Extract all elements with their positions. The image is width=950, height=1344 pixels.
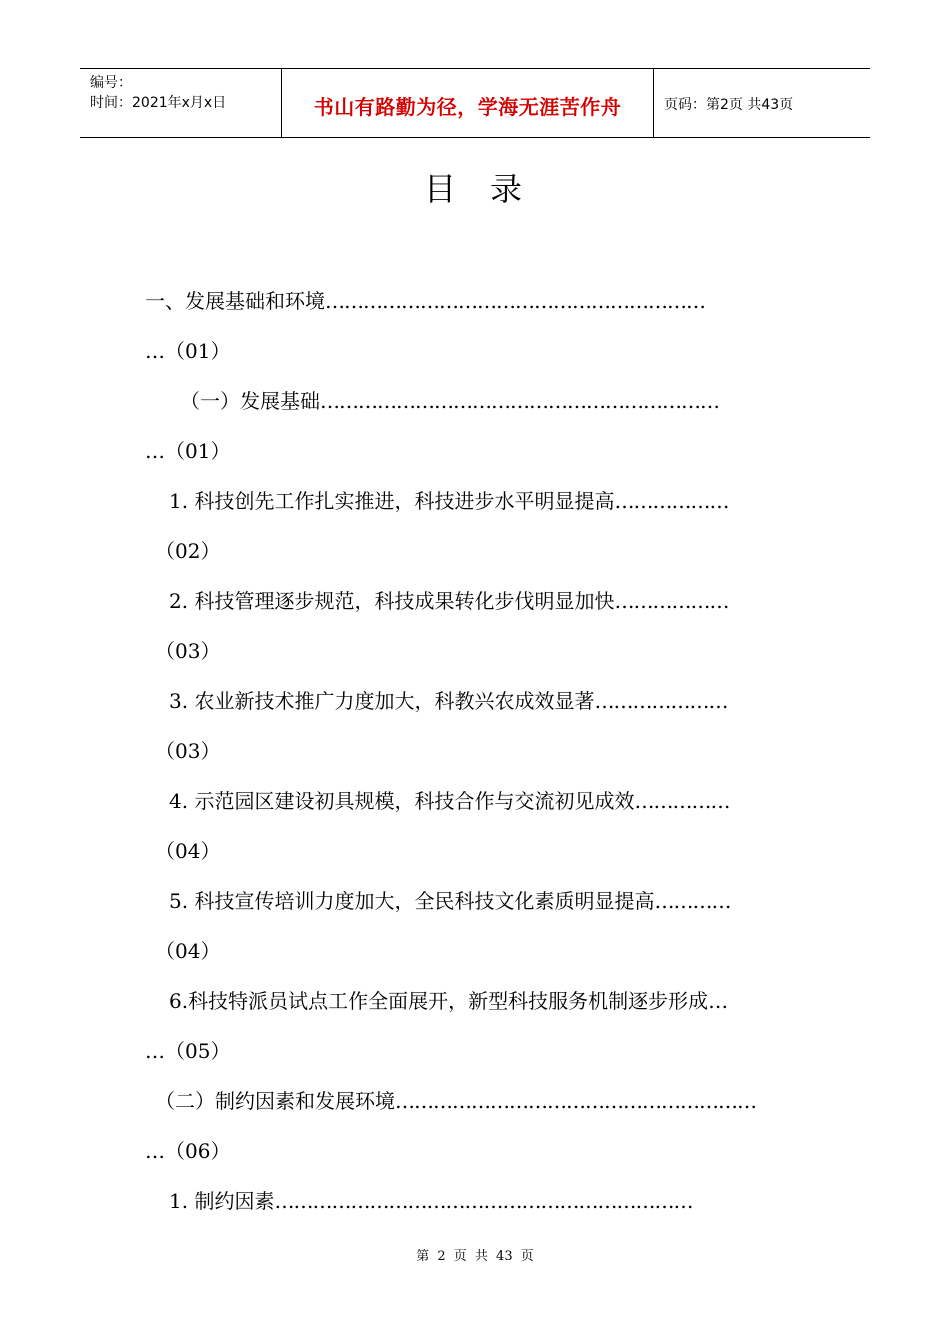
toc-entry: 6.科技特派员试点工作全面展开，新型科技服务机制逐步形成… — [169, 989, 728, 1013]
toc-page-ref: （04） — [155, 839, 221, 863]
toc-entry: 4. 示范园区建设初具规模，科技合作与交流初见成效…………… — [169, 789, 730, 813]
toc-page-ref: （03） — [155, 639, 221, 663]
toc-page-ref: （02） — [155, 539, 221, 563]
toc-entry: 一、发展基础和环境…………………………………………………… — [145, 289, 705, 313]
header-motto-cell — [282, 69, 654, 137]
toc-entry: 1. 科技创先工作扎实推进，科技进步水平明显提高……………… — [169, 489, 729, 513]
toc-entry: 3. 农业新技术推广力度加大，科教兴农成效显著………………… — [169, 689, 728, 713]
toc-entry: （一）发展基础……………………………………………………… — [180, 389, 719, 413]
toc-entry: 1. 制约因素………………………………………………………… — [169, 1189, 693, 1213]
toc-page-ref: （03） — [155, 739, 221, 763]
header-meta — [80, 69, 282, 137]
page-footer: 第 2 页 共 43 页 — [416, 1249, 534, 1264]
table-of-contents — [145, 276, 805, 1226]
header-page-info: 页码：第2页 共43页 — [664, 97, 794, 113]
page-title: 目录 — [423, 170, 556, 208]
header-number: 编号： — [90, 75, 132, 91]
toc-page-ref: …（05） — [145, 1039, 231, 1063]
page-header — [80, 68, 870, 138]
toc-entry: 2. 科技管理逐步规范，科技成果转化步伐明显加快……………… — [169, 589, 729, 613]
header-time: 时间：2021年x月x日 — [90, 95, 227, 111]
header-motto: 书山有路勤为径，学海无涯苦作舟 — [313, 94, 622, 119]
toc-entry: 5. 科技宣传培训力度加大，全民科技文化素质明显提高………… — [169, 889, 731, 913]
toc-page-ref: …（06） — [145, 1139, 231, 1163]
toc-page-ref: …（01） — [145, 439, 231, 463]
toc-page-ref: （04） — [155, 939, 221, 963]
toc-page-ref: …（01） — [145, 339, 231, 363]
toc-entry: （二）制约因素和发展环境………………………………………………… — [155, 1089, 756, 1113]
